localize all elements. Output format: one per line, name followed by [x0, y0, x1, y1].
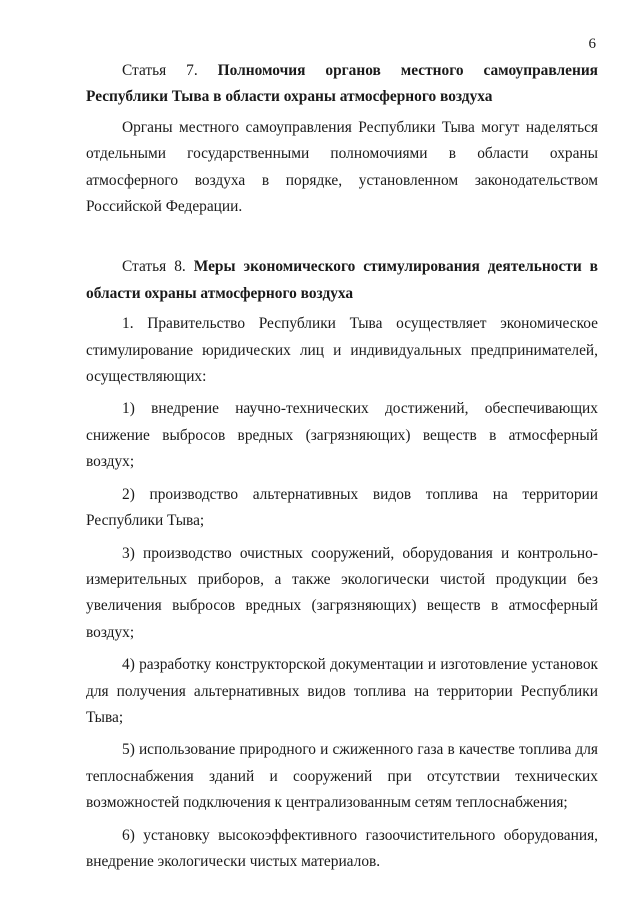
article-8-item-3: 3) производство очистных сооружений, оборудования и контрольно-измерительных приборов, а также экологически чистой продукции без увеличения выбросов вредных (загрязняющих) веществ в атмосферный воздух; [86, 544, 598, 641]
article-7-heading [86, 58, 598, 111]
document-body [86, 58, 598, 875]
section-spacer [86, 220, 598, 254]
article-8-item-6: 6) установку высокоэффективного газоочистительного оборудования, внедрение экологически чистых материалов. [86, 826, 598, 870]
article-8-paragraph-1: 1. Правительство Республики Тыва осуществляет экономическое стимулирование юридических лиц и индивидуальных предпринимателей, осуществляющих: [86, 315, 598, 386]
article-8-item-5: 5) использование природного и сжиженного газа в качестве топлива для теплоснабжения зданий и сооружений при отсутствии технических возможностей подключения к централизованным сетям теплоснабжения; [86, 741, 598, 812]
article-7-title: Полномочия органов местного самоуправления Республики Тыва в области охраны атмосферного воздуха [86, 62, 599, 106]
article-7-label: Статья 7. [122, 62, 198, 79]
article-8-label: Статья 8. [122, 258, 186, 276]
article-8-title: Меры экономического стимулирования деятельности в области охраны атмосферного воздуха [86, 258, 598, 302]
article-8-heading [86, 254, 598, 307]
article-7-text: Органы местного самоуправления Республики Тыва могут наделяться отдельными государственными полномочиями в области охраны атмосферного воздуха в порядке, установленном законодательством Российской Федерации. [86, 118, 598, 216]
page-number: 6 [588, 36, 596, 52]
article-8-item-2: 2) производство альтернативных видов топлива на территории Республики Тыва; [86, 485, 598, 530]
article-8-item-4: 4) разработку конструкторской документации и изготовление установок для получения альтернативных видов топлива на территории Республики Тыва; [86, 656, 598, 726]
article-8-item-1: 1) внедрение научно-технических достижений, обеспечивающих снижение выбросов вредных (загрязняющих) веществ в атмосферный воздух; [86, 400, 598, 471]
